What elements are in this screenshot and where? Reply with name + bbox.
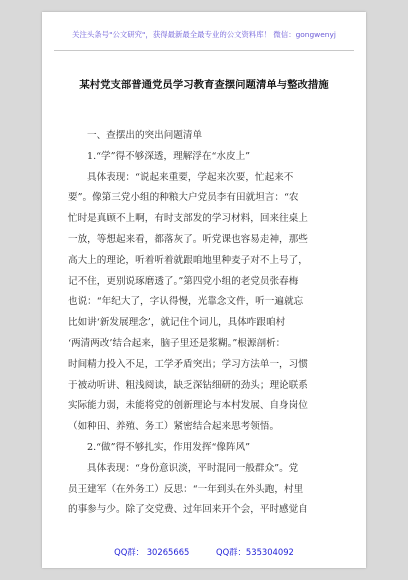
paragraph-line: 比如讲‘新发展理念’，就记住个词儿，具体咋跟咱村: [68, 317, 286, 329]
document-body: [68, 126, 342, 521]
document-title: 某村党支部普通党员学习教育查摆问题清单与整改措施: [79, 79, 329, 91]
paragraph-line: 的事参与少。除了交党费、过年回来开个会，平时感觉自: [68, 504, 308, 516]
paragraph-line: 具体表现：“说起来重要，学起来次要，忙起来不: [87, 171, 294, 183]
header-divider: [54, 50, 354, 51]
subsection-heading: 1.“学”得不够深透，理解浮在“水皮上”: [87, 150, 251, 162]
subsection-heading: 2.“做”得不够扎实，作用发挥“像阵风”: [87, 441, 251, 453]
footer-qq-group-2: QQ群：535304092: [215, 547, 294, 557]
paragraph-line: 忙时是真顾不上啊，有时支部发的学习材料，回来往桌上: [68, 213, 308, 225]
paragraph-line: ‘两清两改’结合起来，脑子里还是浆糊。”根源剖析：: [68, 337, 286, 349]
footer-contact: [42, 546, 366, 558]
paragraph-line: 记不住，更别说琢磨透了。”第四党小组的老党员张春梅: [68, 275, 299, 287]
section-heading: 一、查摆出的突出问题清单: [87, 130, 203, 141]
footer-qq-group-1: QQ群： 30265665: [114, 547, 190, 557]
paragraph-line: 要”。像第三党小组的种粮大户党员李有田就坦言：“农: [68, 192, 299, 204]
paragraph-line: 高大上的理论，听着听着就跟咱地里种麦子对不上号了，: [68, 254, 308, 266]
header-banner: 关注头条号"公文研究"，获得最新最全最专业的公文资料库！ 微信：gongwenyj: [72, 30, 336, 39]
paragraph-line: （如种田、养殖、务工）紧密结合起来思考领悟。: [68, 421, 280, 433]
document-page: [42, 12, 366, 568]
paragraph-line: 时间精力投入不足，工学矛盾突出；学习方法单一，习惯: [68, 358, 308, 370]
paragraph-line: 一放，等想起来看，都落灰了。听党课也容易走神，那些: [68, 233, 308, 245]
paragraph-line: 具体表现：“身份意识淡，平时混同一般群众”。党: [87, 462, 299, 474]
paragraph-line: 也说：“年纪大了，字认得慢，光靠念文件，听一遍就忘: [68, 296, 304, 308]
paragraph-line: 于被动听讲、粗浅阅读，缺乏深钻细研的劲头；理论联系: [68, 379, 308, 391]
paragraph-line: 实际能力弱，未能将党的创新理论与本村发展、自身岗位: [68, 400, 308, 412]
paragraph-line: 员王建军（在外务工）反思：“一年到头在外头跑，村里: [68, 483, 304, 495]
